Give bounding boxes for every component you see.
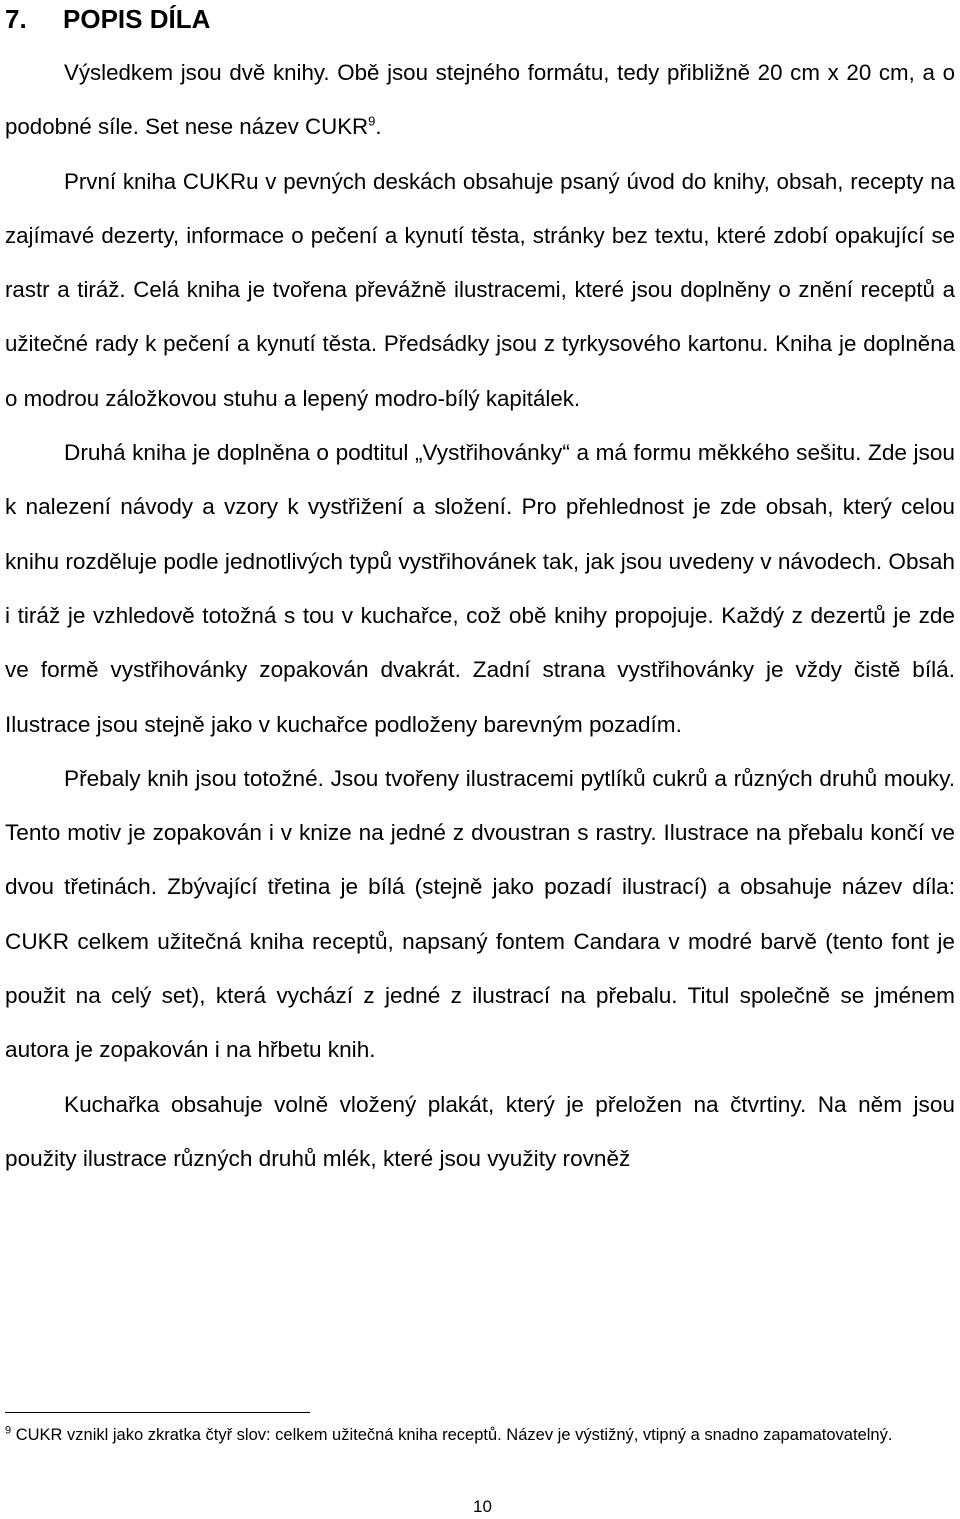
document-page [5,0,960,1519]
footnote-reference: 9 [368,113,376,129]
footnote [5,1422,950,1448]
section-heading [5,2,210,36]
body-text [5,46,955,1186]
paragraph-4: Přebaly knih jsou totožné. Jsou tvořeny ilustracemi pytlíků cukrů a různých druhů mouky. Tento motiv je zopakován i v knize na jedné z dvoustran s rastry. Ilustrace na přebalu končí ve dvou třetinách. Zbývající třetina je bílá (stejně jako pozadí ilustrací) a obsahuje název díla: CUKR celkem užitečná kniha receptů, napsaný fontem Candara v modré barvě (tento font je použit na celý set), která vychází z jedné z ilustrací na přebalu. Titul společně se jménem autora je zopakován i na hřbetu knih. [5,765,955,1063]
paragraph-1 [5,46,955,155]
paragraph-1-text: Výsledkem jsou dvě knihy. Obě jsou stejného formátu, tedy přibližně 20 cm x 20 cm, a o podobné síle. Set nese název CUKR [5,60,955,140]
paragraph-2: První kniha CUKRu v pevných deskách obsahuje psaný úvod do knihy, obsah, recepty na zajímavé dezerty, informace o pečení a kynutí těsta, stránky bez textu, které zdobí opakující se rastr a tiráž. Celá kniha je tvořena převážně ilustracemi, které jsou doplněny o znění receptů a užitečné rady k pečení a kynutí těsta. Předsádky jsou z tyrkysového kartonu. Kniha je doplněna o modrou záložkovou stuhu a lepený modro-bílý kapitálek. [5,168,955,411]
paragraph-1-end: . [375,114,382,140]
footnote-text: CUKR vznikl jako zkratka čtyř slov: celkem užitečná kniha receptů. Název je výstižný, vtipný a snadno zapamatovatelný. [11,1426,893,1444]
paragraph-3: Druhá kniha je doplněna o podtitul „Vystřihovánky“ a má formu měkkého sešitu. Zde jsou k nalezení návody a vzory k vystřižení a složení. Pro přehlednost je zde obsah, který celou knihu rozděluje podle jednotlivých typů vystřihovánek tak, jak jsou uvedeny v návodech. Obsah i tiráž je vzhledově totožná s tou v kuchařce, což obě knihy propojuje. Každý z dezertů je zde ve formě vystřihovánky zopakován dvakrát. Zadní strana vystřihovánky je vždy čistě bílá. Ilustrace jsou stejně jako v kuchařce podloženy barevným pozadím. [5,440,955,737]
section-number: 7. [5,4,27,34]
paragraph-5: Kuchařka obsahuje volně vložený plakát, který je přeložen na čtvrtiny. Na něm jsou použity ilustrace různých druhů mlék, které jsou využity rovněž [5,1091,955,1171]
footnote-separator [5,1412,310,1413]
section-title: POPIS DÍLA [63,4,211,34]
page-number: 10 [473,1497,492,1516]
footnote-marker: 9 [5,1424,12,1437]
